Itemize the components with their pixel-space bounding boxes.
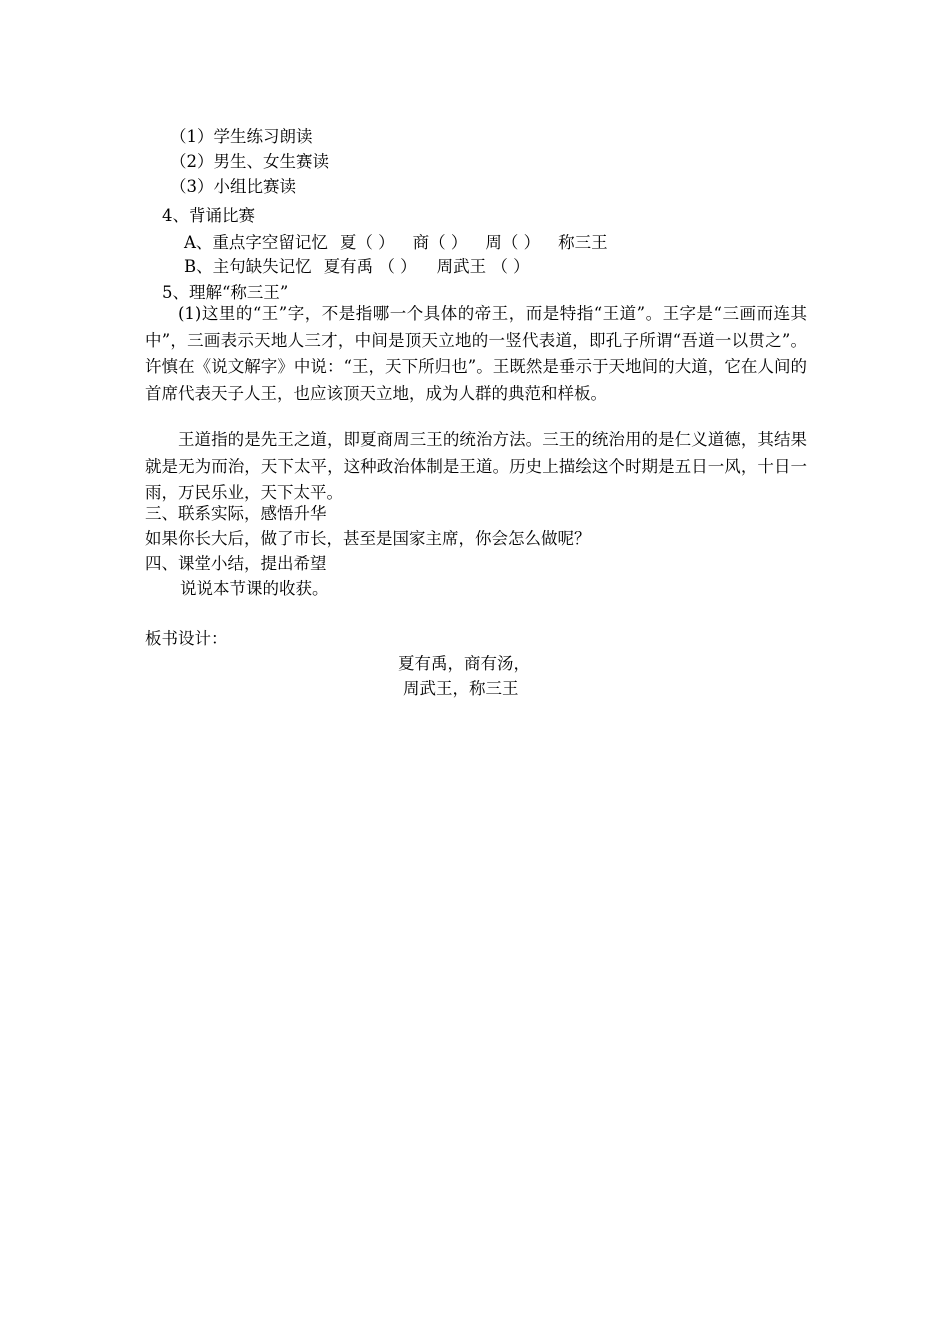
item-a-blank-xia: 夏（ ） (339, 233, 395, 252)
understanding-heading: 5、理解“称三王” (162, 283, 289, 302)
understanding-paragraph-2: 王道指的是先王之道，即夏商周三王的统治方法。三王的统治用的是仁义道德，其结果就是无为而治，天下太平，这种政治体制是王道。历史上描绘这个时期是五日一风，十日一雨，万民乐业，天下太平。 (145, 430, 807, 503)
section3-question: 如果你长大后，做了市长，甚至是国家主席，你会怎么做呢？ (145, 529, 591, 548)
item-a-blank-zhou: 周（ ） (485, 233, 541, 252)
item-a-blank-chengsanwang: 称三王 (558, 233, 608, 252)
item-b-blank-1: 夏有禹 （ ） (323, 257, 417, 276)
section4-heading: 四、课堂小结，提出希望 (145, 554, 327, 573)
understanding-paragraph-1: (1)这里的“王”字，不是指哪一个具体的帝王，而是特指“王道”。王字是“三画而连其中”，三画表示天地人三才，中间是顶天立地的一竖代表道，即孔子所谓“吾道一以贯之”。许慎在《说文解字》中说：“王，天下所归也”。王既然是垂示于天地间的大道，它在人间的首席代表天子人王，也应该顶天立地，成为人群的典范和样板。 (145, 304, 807, 403)
reading-item-2: （2）男生、女生赛读 (170, 152, 329, 171)
section3-heading: 三、联系实际，感悟升华 (145, 504, 327, 523)
board-line-1: 夏有禹，商有汤， (398, 654, 530, 673)
board-line-2: 周武王，称三王 (403, 679, 519, 698)
reading-item-1: （1）学生练习朗读 (170, 127, 313, 146)
board-heading: 板书设计： (145, 629, 228, 648)
item-a-blank-shang: 商（ ） (412, 233, 468, 252)
item-a-label: A、重点字空留记忆 (184, 233, 328, 252)
recitation-item-a (184, 231, 608, 255)
item-b-blank-2: 周武王 （ ） (436, 257, 530, 276)
section4-text: 说说本节课的收获。 (180, 579, 329, 598)
recitation-heading: 4、背诵比赛 (162, 206, 255, 225)
reading-item-3: （3）小组比赛读 (170, 177, 296, 196)
recitation-item-b (184, 255, 530, 279)
item-b-label: B、主句缺失记忆 (184, 257, 312, 276)
